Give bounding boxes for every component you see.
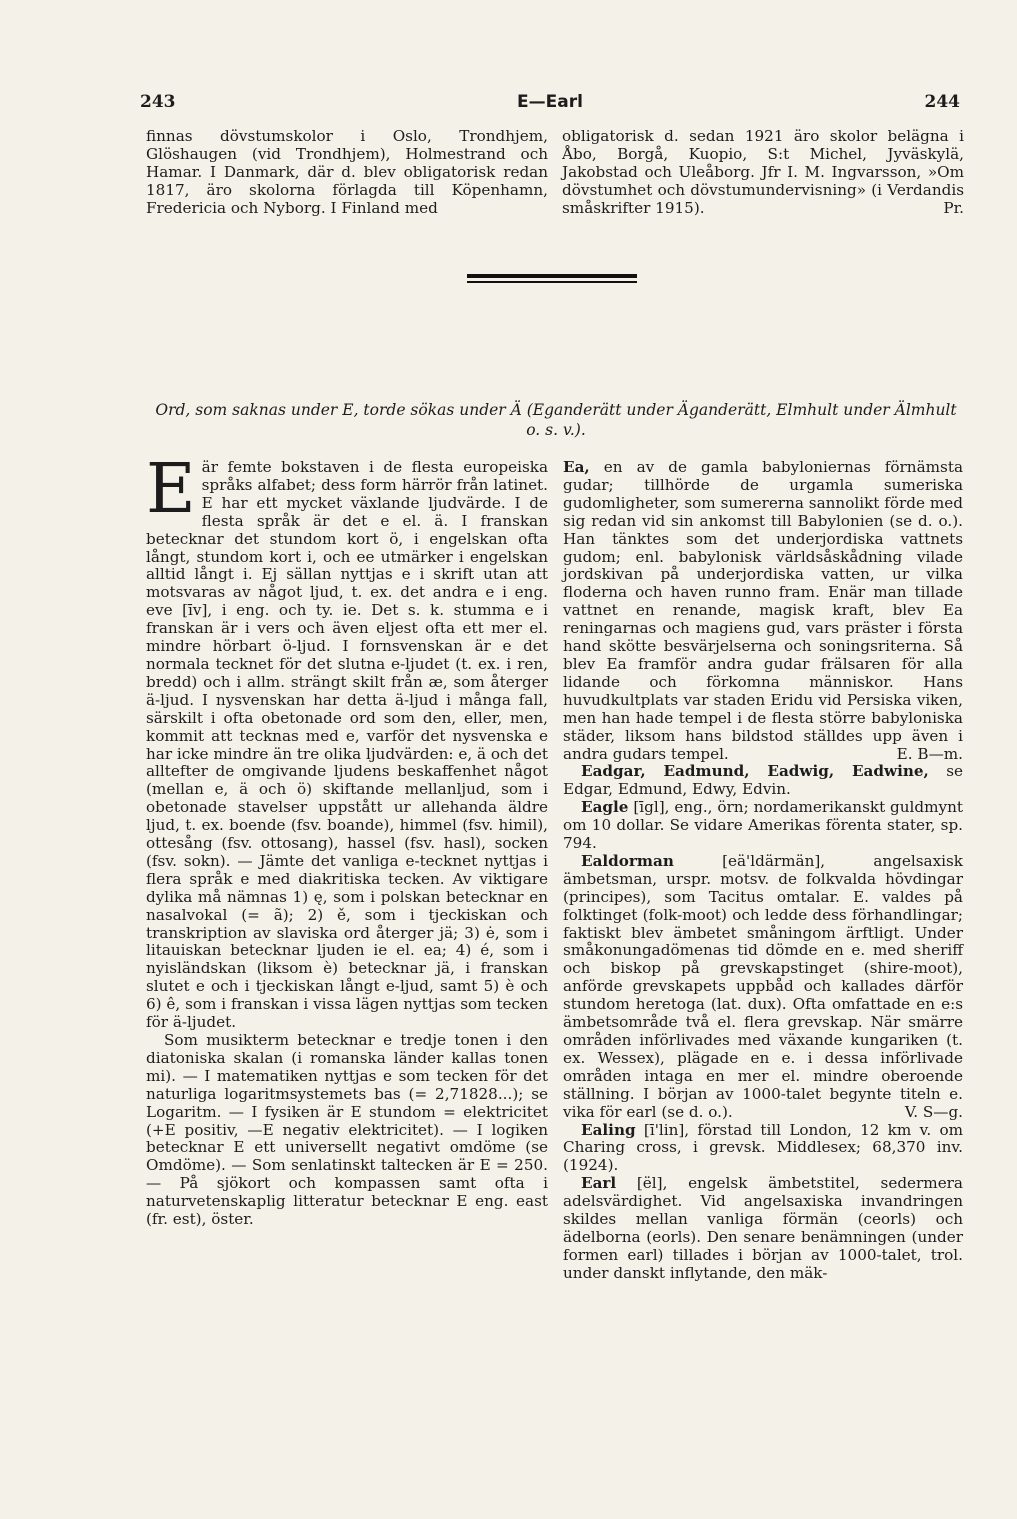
page-number-left: 243 — [140, 92, 176, 112]
continued-paragraph-left: finnas dövstumskolor i Oslo, Trondhjem, Glöshaugen (vid Trondhjem), Holmestrand och Hamar. I Danmark, där d. blev obligatorisk redan 1817, äro skolorna förlagda till Köpenhamn, Fredericia och Nyborg. I Finland med — [146, 127, 548, 217]
signature: Pr. — [943, 198, 964, 217]
entry-text: [ī'lin], förstad till London, 12 km v. om Charing cross, i grevsk. Middlesex; 68,370 inv. (1924). — [563, 1120, 963, 1175]
entry-text: [īgl], eng., örn; nordamerikanskt guldmynt om 10 dollar. Se vidare Amerikas förenta stater, sp. 794. — [563, 798, 964, 853]
section-divider — [467, 274, 637, 278]
entry-e-text: är femte bokstaven i de flesta europeiska språks alfabet; dess form härrör från latinet. E har ett mycket växlande ljudvärde. I de flesta språk är det e el. ä. I franskan betecknar det stundom kort ö, i engelskan ofta långt, stundom kort i, och ee utmärker i engelskan alltid långt i. Ej sällan nyttjas e i skrift utan att motsvaras av något ljud, t. ex. det andra e i eng. eve [īv], i eng. och ty. ie. Det s. k. stumma e i franskan är i vers och även eljest ofta ett mer el. mindre hörbart ö-ljud. I fornsvenskan är e det normala tecknet för det slutna e-ljudet (t. ex. i ren, bredd) och i allm. strängt skilt från æ, som återger ä-ljud. I nysvenskan har detta ä-ljud i många fall, särskilt i ofta obetonade ord som den, eller, men, kommit att tecknas med e, varför det nysvenska e har icke mindre än tre olika ljudvärden: e, ä och det alltefter de omgivande ljudens beskaffenhet något (mellan e, ä och ö) skiftande mellanljud, som i obetonade stavelser uppstått ur allehanda äldre ljud, t. ex. boende (fsv. boande), himmel (fsv. himil), ottesång (fsv. ottosang), hassel (fsv. hasl), socken (fsv. sokn). — Jämte det vanliga e-tecknet nyttjas i flera språk e med diakritiska tecken. Av viktigare dylika må nämnas 1) ę, som i polskan betecknar en nasalvokal (= ã); 2) ě, som i tjeckiskan och transkription av slaviska ord återger jä; 3) ė, som i litauiskan betecknar ljuden ie el. ea; 4) é, som i nyisländskan (liksom è) betecknar jä, i franskan slutet e och i tjeckiskan långt e-ljud, samt 5) è och 6) ê, som i franskan i vissa lägen nyttjas som tecken för ä-ljudet. — [146, 458, 548, 1032]
continued-right-text: obligatorisk d. sedan 1921 äro skolor belägna i Åbo, Borgå, Kuopio, S:t Michel, Jyväskylä, Jakobstad och Uleåborg. Jfr I. M. Ingvarsson, »Om dövstumhet och dövstumundervisning» (i Verdandis småskrifter 1915). — [562, 127, 964, 217]
page-number-right: 244 — [924, 92, 960, 112]
signature: V. S—g. — [904, 1102, 963, 1121]
headword: Eagle — [581, 798, 629, 817]
continued-text-left — [146, 128, 548, 218]
headword: Earl — [581, 1174, 617, 1193]
headword: Ealing — [581, 1120, 636, 1139]
entry-eagle — [563, 799, 963, 853]
drop-cap: E — [146, 450, 196, 529]
entry-text: [eä'ldärmän], angelsaxisk ämbetsman, urspr. motsv. de folkvalda hövdingar (principes), som Tacitus omtalar. E. valdes på folktinget (folk-moot) och ledde dess förhandlingar; faktiskt blev ämbetet småningom ärftligt. Under småkonungadömenas tid dömde en e. med sheriff och biskop på grevskapstinget (shire-moot), anförde grevskapets uppbåd och kallades därför stundom heretoga (lat. dux). Ofta omfattade en e:s ämbetsområde två el. flera grevskap. När smärre områden införlivades med växande kungariken (t. ex. Wessex), plägade en e. i dessa införlivade områden intaga en mer el. mindre oberoende ställning. I början av 1000-talet begynte titeln e. vika för earl (se d. o.). — [563, 851, 963, 1121]
entry-text: se Edgar, Edmund, Edwy, Edvin. — [563, 762, 963, 799]
entry-text: [ël], engelsk ämbetstitel, sedermera adelsvärdighet. Vid angelsaxiska invandringen skildes mellan vanliga förmän (ceorls) och ädelborna (eorls). Den senare benämningen (under formen earl) tillades i början av 1000-talet, trol. under danskt inflytande, den mäk- — [563, 1174, 963, 1282]
cross-reference-note: Ord, som saknas under E, torde sökas under Ä (Eganderätt under Äganderätt, Elmhult under Älmhult o. s. v.). — [155, 401, 957, 439]
page-header — [140, 92, 960, 116]
entry-ealdorman — [563, 853, 963, 1122]
headword: Eadgar, Eadmund, Eadwig, Eadwine, — [581, 762, 929, 781]
section-divider-thin — [467, 281, 637, 283]
right-column — [563, 459, 963, 1283]
entry-ea — [563, 459, 963, 763]
left-column — [146, 450, 548, 1229]
entry-earl — [563, 1175, 963, 1282]
entry-eadgar — [563, 763, 963, 799]
continued-paragraph-right — [562, 128, 964, 218]
continued-text-right — [562, 128, 964, 218]
running-title: E—Earl — [517, 92, 583, 112]
entry-e — [146, 450, 548, 1032]
entry-ealing — [563, 1122, 963, 1176]
headword: Ealdorman — [581, 851, 674, 870]
entry-e-continued: Som musikterm betecknar e tredje tonen i den diatoniska skalan (i romanska länder kallas tonen mi). — I matematiken nyttjas e som tecken för det naturliga logaritmsystemets bas (= 2,71828...); se Logaritm. — I fysiken är E stundom = elektricitet (+E positiv, —E negativ elektricitet). — I logiken betecknar E ett universellt negativt omdöme (se Omdöme). — Som senlatinskt taltecken är E = 250. — På sjökort och kompassen samt ofta i naturvetenskaplig litteratur betecknar E eng. east (fr. est), öster. — [146, 1031, 548, 1229]
headword: Ea, — [563, 458, 590, 476]
entry-text: en av de gamla babyloniernas förnämsta gudar; tillhörde de urgamla sumeriska gudomligheter, som sumererna sannolikt förde med sig redan vid sin ankomst till Babylonien (se d. o.). Han tänktes som det underjordiska vattnets gudom; enl. babylonisk världsåskådning vilade jordskivan på underjordiska vatten, ur vilka floderna och haven runno fram. Enär man tillade vattnet en renande, magisk kraft, blev Ea reningarnas och magiens gud, vars präster i första hand skötte besvärjelserna och soningsriterna. Så blev Ea framför andra gudar frälsaren för alla lidande och förkomna människor. Hans huvudkultplats var staden Eridu vid Persiska viken, men han hade tempel i de flesta större babyloniska städer, liksom hans bildstod ställdes upp även i andra gudars tempel. — [563, 458, 963, 763]
signature: E. B—m. — [896, 744, 963, 763]
